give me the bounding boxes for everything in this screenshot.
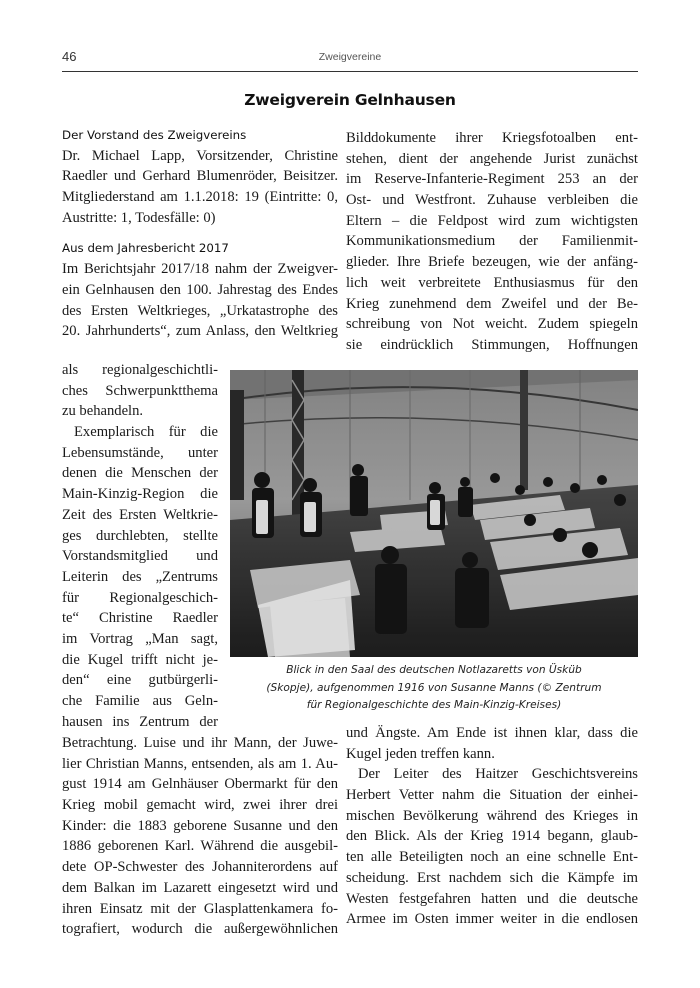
text-line: che Familie aus Geln- — [62, 693, 218, 709]
text-line: im Reserve-Infanterie-Regiment 253 an der — [346, 171, 638, 188]
text-line: die Kugel trifft nicht je- — [62, 651, 218, 668]
text-line: sie eindrücklich Stimmungen, Hoffnungen — [346, 336, 638, 353]
text-line: Herbert Vetter nahm die Situation der einhei- — [346, 787, 638, 804]
text-line: und Ängste. Am Ende ist ihnen klar, dass die — [346, 725, 638, 741]
photo-caption — [236, 662, 632, 715]
text-line: stehen, dient der angehende Jurist zunächst — [346, 150, 638, 167]
text-line: Leiterin des „Zentrums — [62, 568, 218, 585]
text-line: 20. Jahrhunderts“, zum Anlass, den Weltkrieg — [62, 323, 338, 340]
text-line: Krieg mobil gemacht wird, zwei ihrer drei — [62, 797, 338, 814]
text-line: scheidung. Erst nachdem sich die Kämpfe im — [346, 869, 638, 886]
text-line: für Regionalgeschich- — [62, 589, 218, 606]
right-column-top — [346, 128, 638, 356]
article-title: Zweigverein Gelnhausen — [244, 91, 456, 109]
text-line: tografiert, wodurch die außergewöhnlichen — [62, 921, 338, 938]
text-line: Bilddokumente ihrer Kriegsfotoalben ent- — [346, 130, 638, 146]
text-line: gust 1914 am Gelnhäuser Obermarkt für den — [62, 776, 338, 793]
text-line: Kinder: die 1883 geborene Susanne und den — [62, 817, 338, 834]
text-line: zu behandeln. — [62, 403, 144, 420]
text-line: Ost- und Westfront. Zuhause verbleiben die — [346, 192, 638, 209]
photo-image — [230, 370, 638, 657]
text-line: denen die Menschen der — [62, 465, 218, 482]
text-line: den Blick. Als der Krieg 1914 begann, glaub- — [346, 828, 638, 845]
text-line: Raedler und Gerhard Blumenröder, Beisitzer. — [62, 168, 338, 185]
text-line: ihren Einsatz mit der Glasplattenkamera fo- — [62, 900, 338, 917]
text-line: ten alle Beteiligten noch an eine schnelle Ent- — [346, 849, 638, 866]
text-line: Zeit des Ersten Weltkrie- — [62, 506, 218, 523]
text-line: te“ Christine Raedler — [62, 610, 218, 627]
text-line: Eltern – die Feldpost wird zum wichtigsten — [346, 212, 638, 229]
text-line: ches Schwerpunktthema — [62, 382, 218, 399]
text-line: als regionalgeschichtli- — [62, 362, 218, 378]
text-line: schreibung von Not weicht. Zudem spiegeln — [346, 316, 638, 333]
text-line: hausen ins Zentrum der — [62, 713, 218, 730]
text-line: den“ eine gutbürgerli- — [62, 672, 218, 689]
text-line: glieder. Ihre Briefe bezeugen, wie der anfäng- — [346, 254, 638, 271]
left-column-top — [62, 125, 338, 342]
section-heading-board: Der Vorstand des Zweigvereins — [62, 128, 247, 142]
text-line: Austritte: 1, Todesfälle: 0) — [62, 209, 216, 226]
text-line: Mitgliederstand am 1.1.2018: 19 (Eintritte: 0, — [62, 189, 338, 206]
text-line: Exemplarisch für die — [74, 424, 218, 441]
text-line: Armee im Osten immer weiter in die endlosen — [346, 911, 638, 928]
left-column-bottom — [62, 733, 338, 940]
text-line: des Ersten Weltkrieges, „Urkatastrophe des — [62, 302, 338, 319]
page-number: 46 — [62, 49, 77, 64]
running-title: Zweigvereine — [318, 51, 382, 63]
caption-line: Blick in den Saal des deutschen Notlazaretts von Üsküb — [286, 664, 582, 676]
left-column-narrow — [62, 360, 218, 732]
text-line: Kommunikationsmedium der Familienmit- — [346, 233, 638, 250]
hospital-ward-photo — [230, 370, 638, 657]
text-line: Main-Kinzig-Region die — [62, 486, 218, 503]
text-line: Kugel jeden treffen kann. — [346, 745, 495, 762]
text-line: Betrachtung. Luise und ihr Mann, der Juwe- — [62, 735, 338, 751]
section-heading-annual-report: Aus dem Jahresbericht 2017 — [62, 241, 229, 256]
text-line: Westen festgefahren hatten und die deutsche — [346, 890, 638, 907]
text-line: lier Christian Manns, entsenden, als am 1. Au- — [62, 755, 338, 772]
text-line: Krieg zunehmend dem Zweifel und der Be- — [346, 295, 638, 312]
text-line: Dr. Michael Lapp, Vorsitzender, Christine — [62, 147, 338, 164]
text-line: Im Berichtsjahr 2017/18 nahm der Zweigver- — [62, 261, 338, 278]
right-column-bottom — [346, 723, 638, 930]
header-rule — [62, 71, 638, 72]
text-line: mischen Bevölkerung während des Krieges in — [346, 807, 638, 824]
text-line: dem Balkan im Lazarett eingesetzt wird und — [62, 879, 338, 896]
text-line: Vorstandsmitglied und — [62, 548, 218, 565]
caption-line: für Regionalgeschichte des Main-Kinzig-Kreises) — [306, 699, 562, 712]
caption-line: (Skopje), aufgenommen 1916 von Susanne Manns (© Zentrum — [266, 681, 602, 694]
text-line: Lebensumstände, unter — [62, 444, 218, 461]
text-line: ges durchlebten, stellte — [62, 527, 218, 544]
text-line: dete OP-Schwester des Johanniterordens auf — [62, 859, 338, 876]
running-header — [62, 49, 638, 69]
text-line: Der Leiter des Haitzer Geschichtsvereins — [358, 766, 638, 783]
text-line: 1886 geborenen Karl. Während die ausgebil- — [62, 838, 338, 855]
text-line: ein Gelnhausen den 100. Jahrestag des Endes — [62, 281, 338, 298]
text-line: im Vortrag „Man sagt, — [62, 630, 218, 647]
text-line: lich weit verbreitete Enthusiasmus für den — [346, 274, 638, 291]
